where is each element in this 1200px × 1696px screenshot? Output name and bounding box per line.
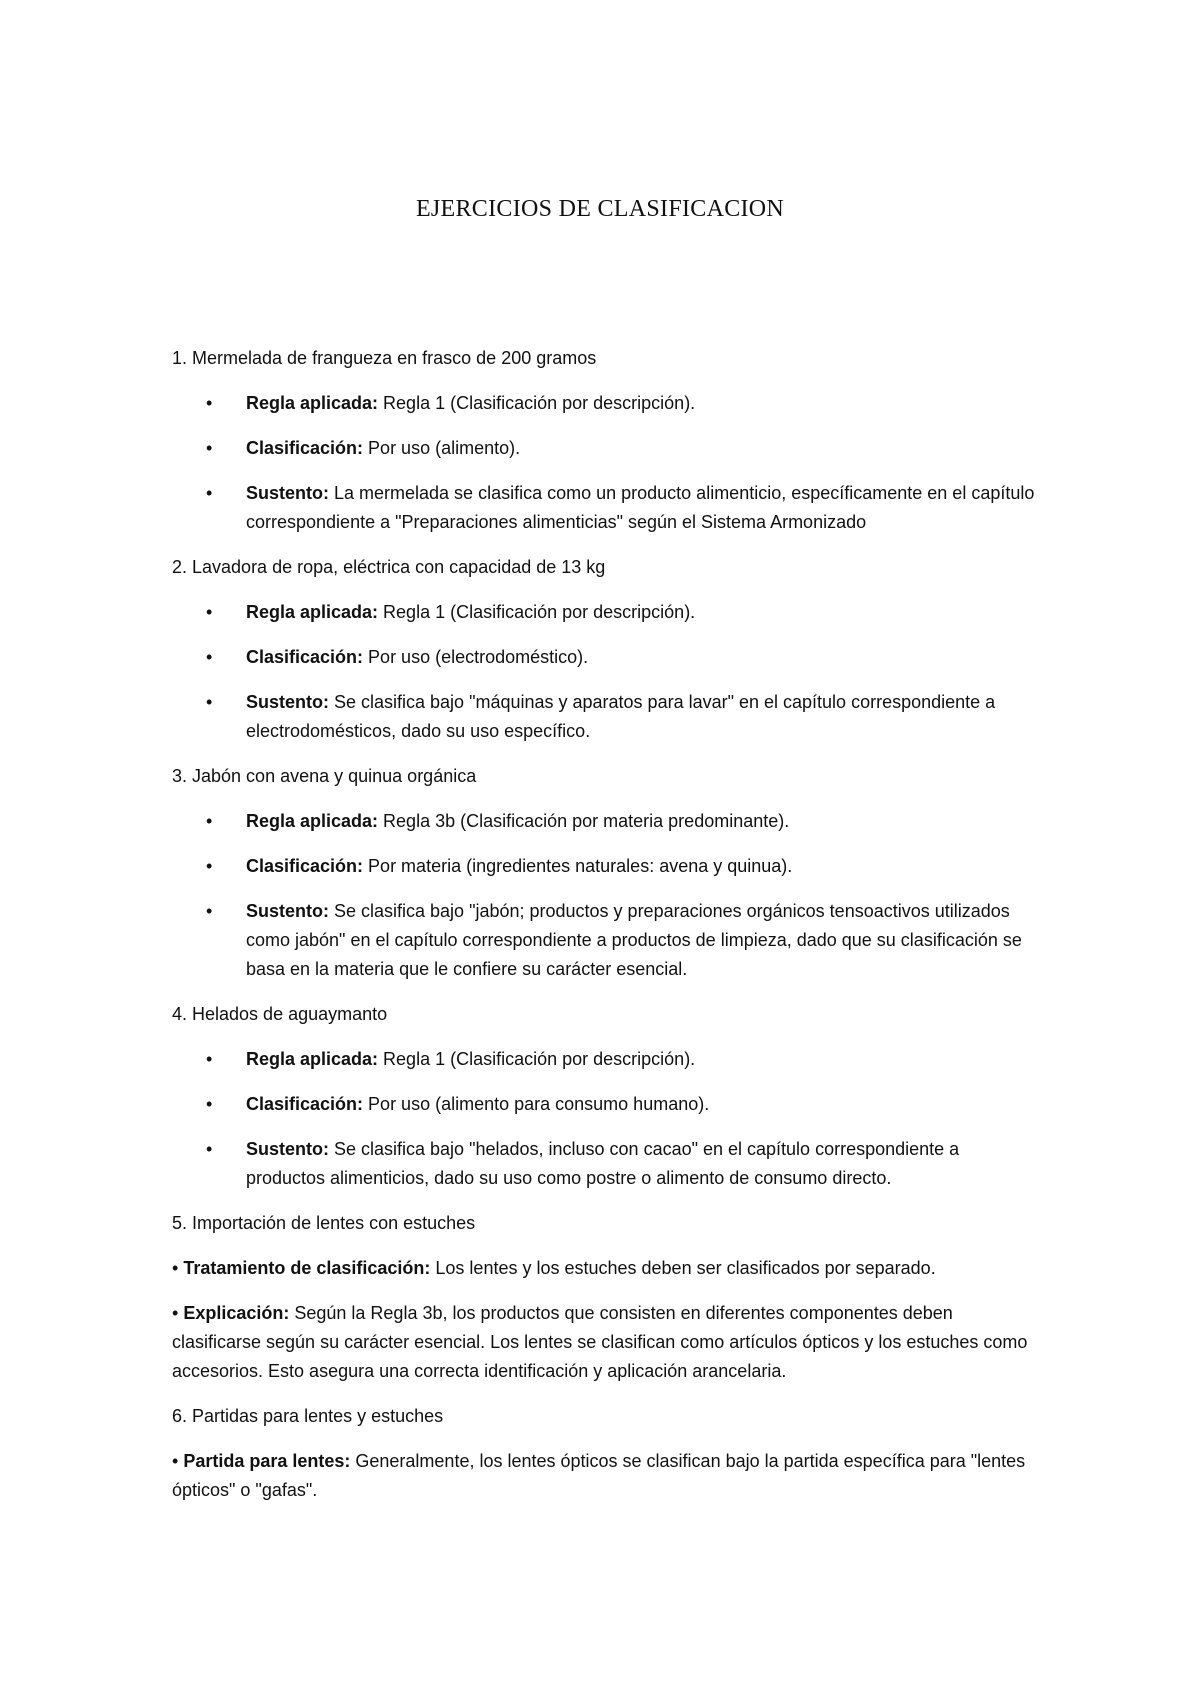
bullet-icon: • (206, 811, 213, 831)
document-body (172, 344, 1042, 1521)
item-label: Clasificación: (246, 647, 364, 667)
item-text: Se clasifica bajo "máquinas y aparatos para lavar" en el capítulo correspondiente a electrodomésticos, dado su uso específico. (246, 692, 996, 741)
item-text: Por uso (alimento). (363, 438, 521, 458)
section-4-list (172, 1045, 1042, 1193)
item-text: Se clasifica bajo "jabón; productos y preparaciones orgánicos tensoactivos utilizados como jabón" en el capítulo correspondiente a productos de limpieza, dado que su clasificación se basa en la materia que le confiere su carácter esencial. (246, 901, 1022, 979)
item-text: Se clasifica bajo "helados, incluso con cacao" en el capítulo correspondiente a productos alimenticios, dado su uso como postre o alimento de consumo directo. (246, 1139, 960, 1188)
list-item (172, 1045, 1042, 1074)
bullet-icon: • (206, 393, 213, 413)
paragraph-label: Explicación: (183, 1303, 290, 1323)
list-item (172, 897, 1042, 984)
item-text: La mermelada se clasifica como un producto alimenticio, específicamente en el capítulo correspondiente a "Preparaciones alimenticias" según el Sistema Armonizado (246, 483, 1035, 532)
item-text: Por uso (electrodoméstico). (363, 647, 589, 667)
section-1-list (172, 389, 1042, 537)
list-item (172, 598, 1042, 627)
bullet-icon: • (206, 901, 213, 921)
section-5-paragraph-2 (172, 1299, 1042, 1386)
list-item (172, 643, 1042, 672)
section-3-list (172, 807, 1042, 984)
list-item (172, 1090, 1042, 1119)
bullet-icon: • (206, 1049, 213, 1069)
list-item (172, 434, 1042, 463)
item-label: Regla aplicada: (246, 602, 379, 622)
item-text: Regla 1 (Clasificación por descripción). (378, 1049, 696, 1069)
bullet-icon: • (206, 856, 213, 876)
item-label: Sustento: (246, 692, 329, 712)
item-label: Regla aplicada: (246, 393, 379, 413)
bullet-icon: • (172, 1258, 179, 1278)
list-item (172, 1135, 1042, 1193)
item-text: Por materia (ingredientes naturales: avena y quinua). (363, 856, 793, 876)
item-text: Regla 1 (Clasificación por descripción). (378, 602, 696, 622)
paragraph-text: Generalmente, los lentes ópticos se clasifican bajo la partida específica para "lentes ópticos" o "gafas". (172, 1451, 1026, 1500)
section-heading-4: 4. Helados de aguaymanto (172, 1004, 388, 1024)
bullet-icon: • (206, 1139, 213, 1159)
item-label: Clasificación: (246, 438, 364, 458)
section-heading-1: 1. Mermelada de frangueza en frasco de 200 gramos (172, 348, 597, 368)
item-label: Regla aplicada: (246, 1049, 379, 1069)
bullet-icon: • (206, 438, 213, 458)
item-label: Clasificación: (246, 856, 364, 876)
list-item (172, 479, 1042, 537)
section-heading-5: 5. Importación de lentes con estuches (172, 1213, 476, 1233)
bullet-icon: • (206, 483, 213, 503)
bullet-icon: • (206, 1094, 213, 1114)
bullet-icon: • (172, 1303, 179, 1323)
paragraph-text: Los lentes y los estuches deben ser clasificados por separado. (430, 1258, 936, 1278)
section-2-list (172, 598, 1042, 746)
bullet-icon: • (206, 602, 213, 622)
item-text: Regla 1 (Clasificación por descripción). (378, 393, 696, 413)
list-item (172, 688, 1042, 746)
paragraph-label: Partida para lentes: (183, 1451, 351, 1471)
item-text: Regla 3b (Clasificación por materia predominante). (378, 811, 790, 831)
paragraph-text: Según la Regla 3b, los productos que consisten en diferentes componentes deben clasificarse según su carácter esencial. Los lentes se clasifican como artículos ópticos y los estuches como accesorios. Esto asegura una correcta identificación y aplicación arancelaria. (172, 1303, 1028, 1381)
document-title: EJERCICIOS DE CLASIFICACION (415, 196, 785, 222)
bullet-icon: • (206, 647, 213, 667)
bullet-icon: • (172, 1451, 179, 1471)
section-5-paragraph-1 (172, 1254, 1042, 1283)
section-heading-6: 6. Partidas para lentes y estuches (172, 1406, 444, 1426)
section-heading-2: 2. Lavadora de ropa, eléctrica con capacidad de 13 kg (172, 557, 606, 577)
item-label: Sustento: (246, 483, 329, 503)
section-6-paragraph-1 (172, 1447, 1042, 1505)
item-label: Sustento: (246, 1139, 329, 1159)
list-item (172, 807, 1042, 836)
paragraph-label: Tratamiento de clasificación: (183, 1258, 431, 1278)
item-label: Sustento: (246, 901, 329, 921)
list-item (172, 852, 1042, 881)
item-text: Por uso (alimento para consumo humano). (363, 1094, 710, 1114)
item-label: Regla aplicada: (246, 811, 379, 831)
item-label: Clasificación: (246, 1094, 364, 1114)
section-heading-3: 3. Jabón con avena y quinua orgánica (172, 766, 477, 786)
list-item (172, 389, 1042, 418)
bullet-icon: • (206, 692, 213, 712)
